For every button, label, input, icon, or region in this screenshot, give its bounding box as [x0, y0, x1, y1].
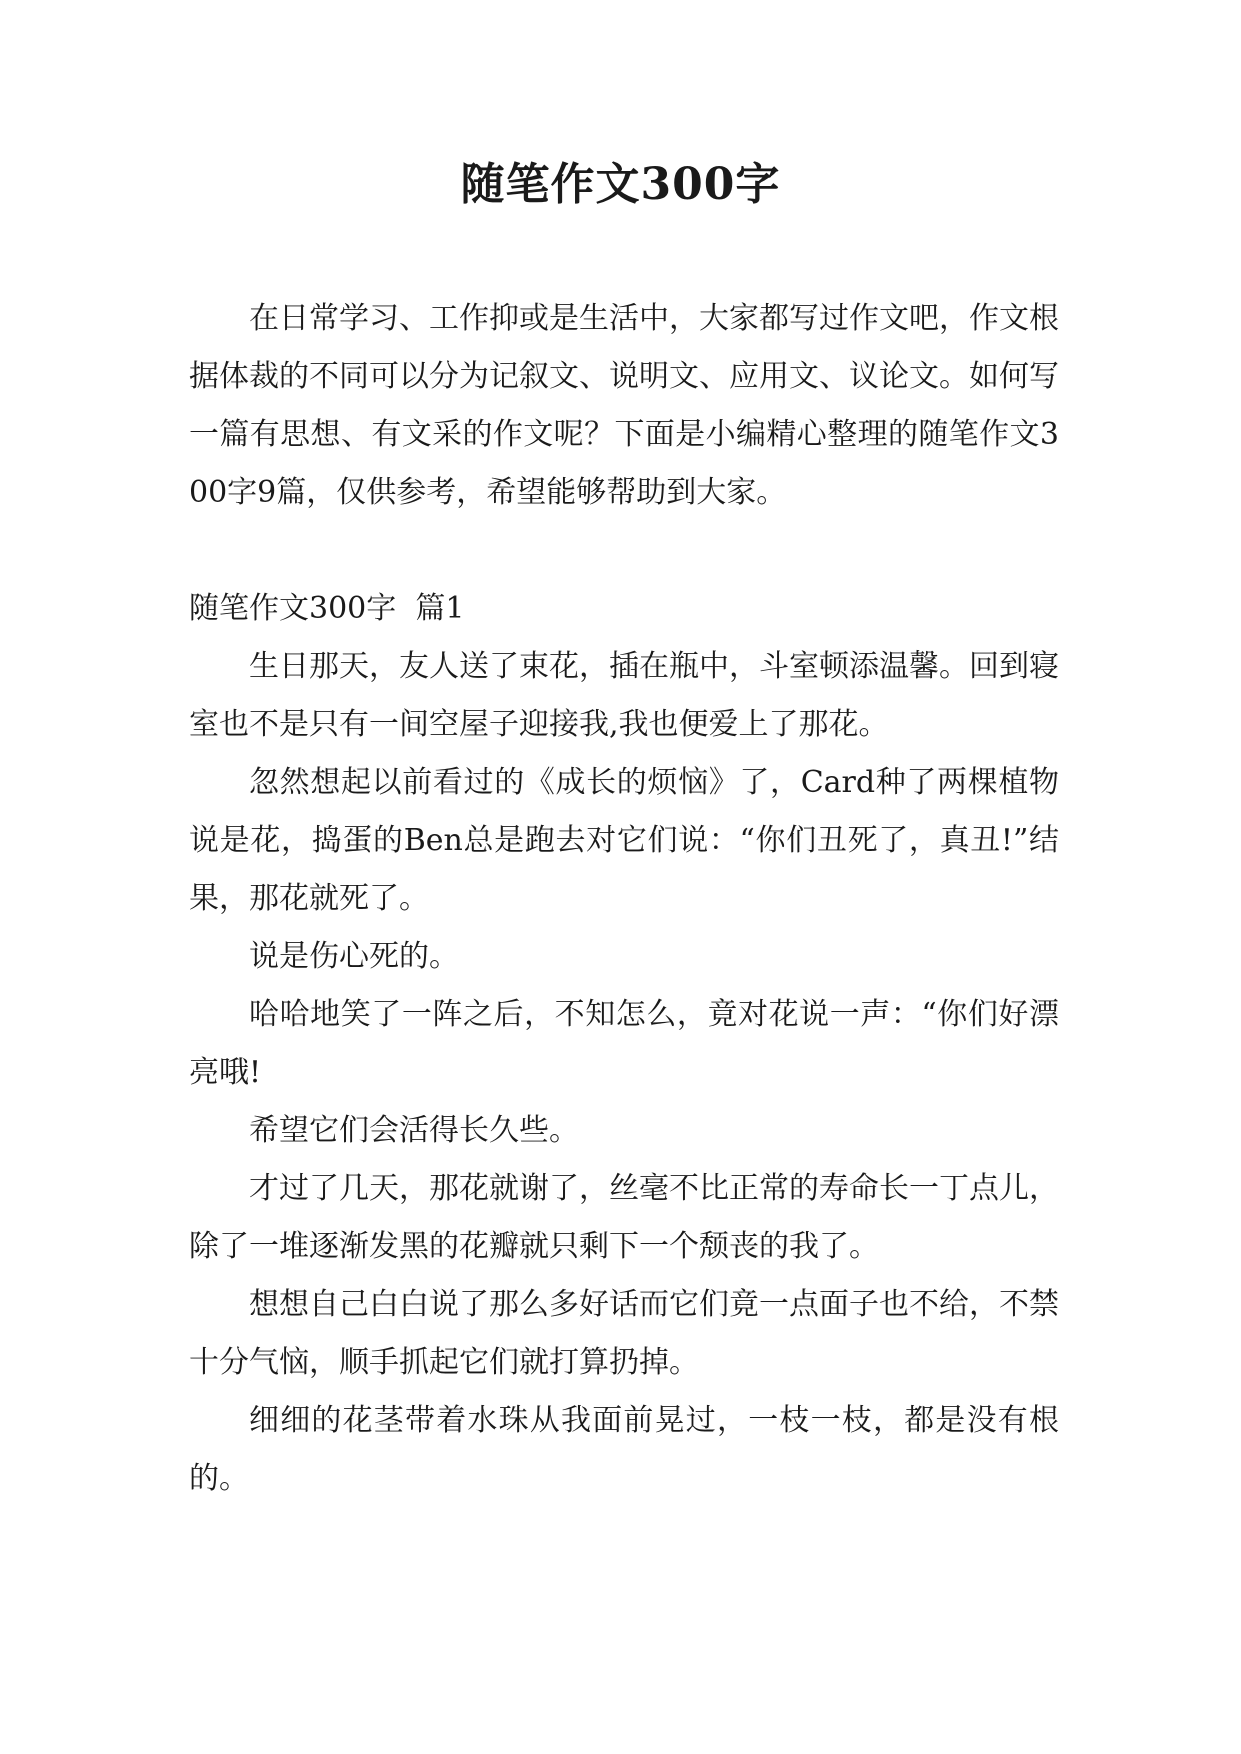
section-heading: 随笔作文300字 篇1	[189, 591, 465, 626]
page-title: 随笔作文300字	[460, 159, 781, 210]
document-body	[189, 290, 1059, 1508]
intro-paragraph: 在日常学习、工作抑或是生活中，大家都写过作文吧，作文根据体裁的不同可以分为记叙文、说明文、应用文、议论文。如何写一篇有思想、有文采的作文呢？下面是小编精心整理的随笔作文300字9篇，仅供参考，希望能够帮助到大家。	[189, 301, 1059, 510]
body-paragraph: 细细的花茎带着水珠从我面前晃过，一枝一枝，都是没有根的。	[189, 1403, 1059, 1496]
body-paragraph: 希望它们会活得长久些。	[249, 1113, 579, 1148]
body-paragraph: 才过了几天，那花就谢了，丝毫不比正常的寿命长一丁点儿，除了一堆逐渐发黑的花瓣就只剩下一个颓丧的我了。	[189, 1171, 1059, 1264]
body-paragraph: 想想自己白白说了那么多好话而它们竟一点面子也不给，不禁十分气恼，顺手抓起它们就打算扔掉。	[189, 1287, 1059, 1380]
body-paragraph: 说是伤心死的。	[249, 939, 459, 974]
body-paragraph: 忽然想起以前看过的《成长的烦恼》了，Card种了两棵植物说是花，捣蛋的Ben总是跑去对它们说：“你们丑死了，真丑!”结果，那花就死了。	[189, 765, 1059, 916]
body-paragraph: 哈哈地笑了一阵之后，不知怎么，竟对花说一声：“你们好漂亮哦!	[189, 997, 1059, 1090]
body-paragraph: 生日那天，友人送了束花，插在瓶中，斗室顿添温馨。回到寝室也不是只有一间空屋子迎接我,我也便爱上了那花。	[189, 649, 1059, 742]
